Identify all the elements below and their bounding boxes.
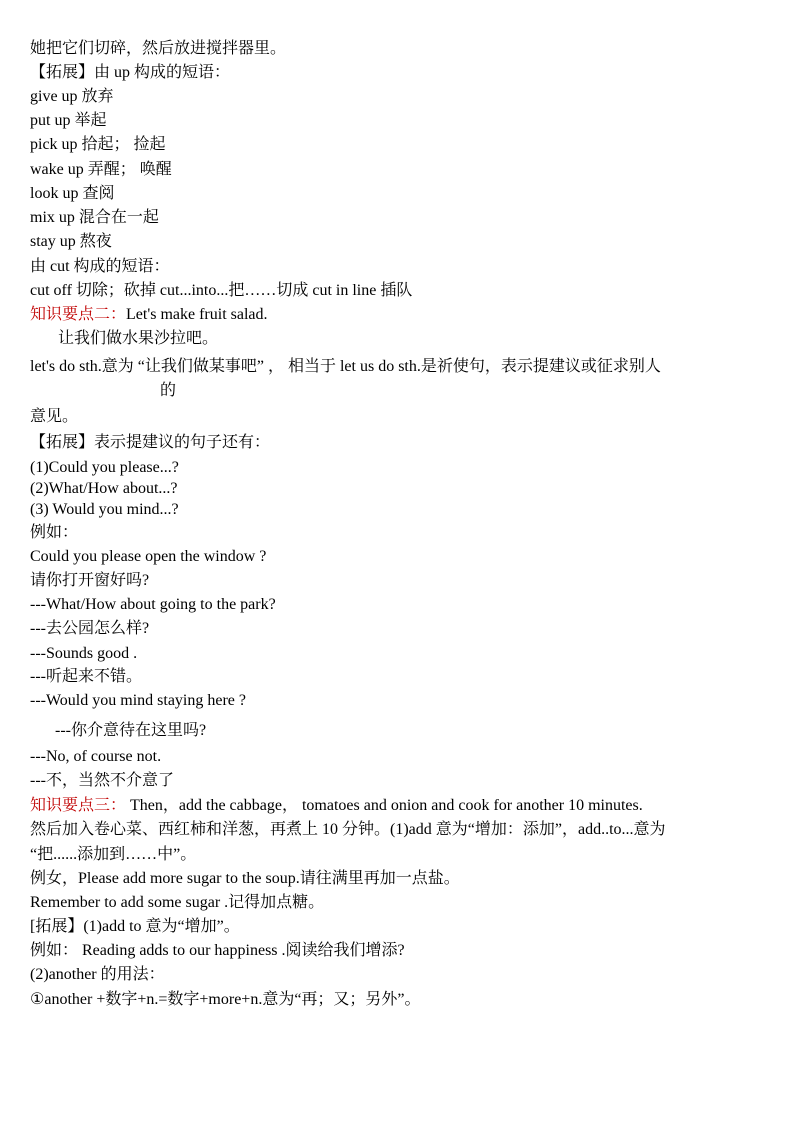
- dialogue-line: ---No, of course not.: [30, 748, 162, 765]
- text-line: let's do sth.意为 “让我们做某事吧” ， 相当于 let us do sth.是祈使句，表示提建议或征求别人: [30, 358, 661, 375]
- dialogue-line: ---Would you mind staying here ?: [30, 692, 246, 709]
- dialogue-line: ---Sounds good .: [30, 645, 138, 662]
- text-line: “把......添加到……中”。: [30, 846, 197, 863]
- phrase-line: pick up 拾起； 捡起: [30, 136, 166, 153]
- text-line: 然后加入卷心菜、西红柿和洋葱，再煮上 10 分钟。(1)add 意为“增加：添加”，add..to...意为: [30, 821, 666, 838]
- sentence-line: (2)What/How about...?: [30, 480, 178, 497]
- text-line: 【拓展】表示提建议的句子还有：: [30, 434, 271, 451]
- text-line: 的: [160, 382, 177, 399]
- key-point-label: 知识要点三：: [30, 797, 127, 814]
- sentence-line: (1)Could you please...?: [30, 459, 179, 476]
- sentence-line: (3) Would you mind...?: [30, 501, 179, 518]
- text-line: (2)another 的用法：: [30, 966, 165, 983]
- phrase-line: cut off 切除；砍掉 cut...into...把……切成 cut in line 插队: [30, 282, 413, 299]
- dialogue-line: ---What/How about going to the park?: [30, 596, 276, 613]
- text-line: 让我们做水果沙拉吧。: [58, 330, 219, 347]
- phrase-line: wake up 弄醒； 唤醒: [30, 161, 172, 178]
- text-line: 意见。: [30, 408, 79, 425]
- text-line: 例女，Please add more sugar to the soup.请往满里再加一点盐。: [30, 870, 460, 887]
- dialogue-line: ---你介意待在这里吗?: [55, 722, 207, 739]
- text-line: 例如： Reading adds to our happiness .阅读给我们增添?: [30, 942, 405, 959]
- text-line: Remember to add some sugar .记得加点糖。: [30, 894, 325, 911]
- text-line: 【拓展】由 up 构成的短语：: [30, 64, 231, 81]
- text-line: 由 cut 构成的短语：: [30, 258, 170, 275]
- key-point-heading: [30, 305, 268, 325]
- dialogue-line: ---去公园怎么样?: [30, 620, 150, 637]
- phrase-line: look up 查阅: [30, 185, 115, 202]
- phrase-line: give up 放弃: [30, 88, 114, 105]
- text-line: 请你打开窗好吗?: [30, 572, 150, 589]
- phrase-line: put up 举起: [30, 112, 107, 129]
- dialogue-line: ---不，当然不介意了: [30, 772, 174, 789]
- phrase-line: stay up 熬夜: [30, 233, 112, 250]
- key-point-heading: [30, 796, 643, 816]
- dialogue-line: ---听起来不错。: [30, 668, 142, 685]
- text-line: 她把它们切碎，然后放进搅拌器里。: [30, 40, 287, 57]
- text-line: [拓展】(1)add to 意为“增加”。: [30, 918, 240, 935]
- sentence-line: Could you please open the window ?: [30, 548, 267, 565]
- key-point-text: Let's make fruit salad.: [126, 306, 268, 323]
- key-point-label: 知识要点二：: [30, 306, 127, 323]
- text-line: ①another +数字+n.=数字+more+n.意为“再；又；另外”。: [30, 991, 421, 1008]
- key-point-text: Then，add the cabbage， tomatoes and onion and cook for another 10 minutes.: [126, 797, 643, 814]
- phrase-line: mix up 混合在一起: [30, 209, 159, 226]
- text-line: 例如：: [30, 524, 79, 541]
